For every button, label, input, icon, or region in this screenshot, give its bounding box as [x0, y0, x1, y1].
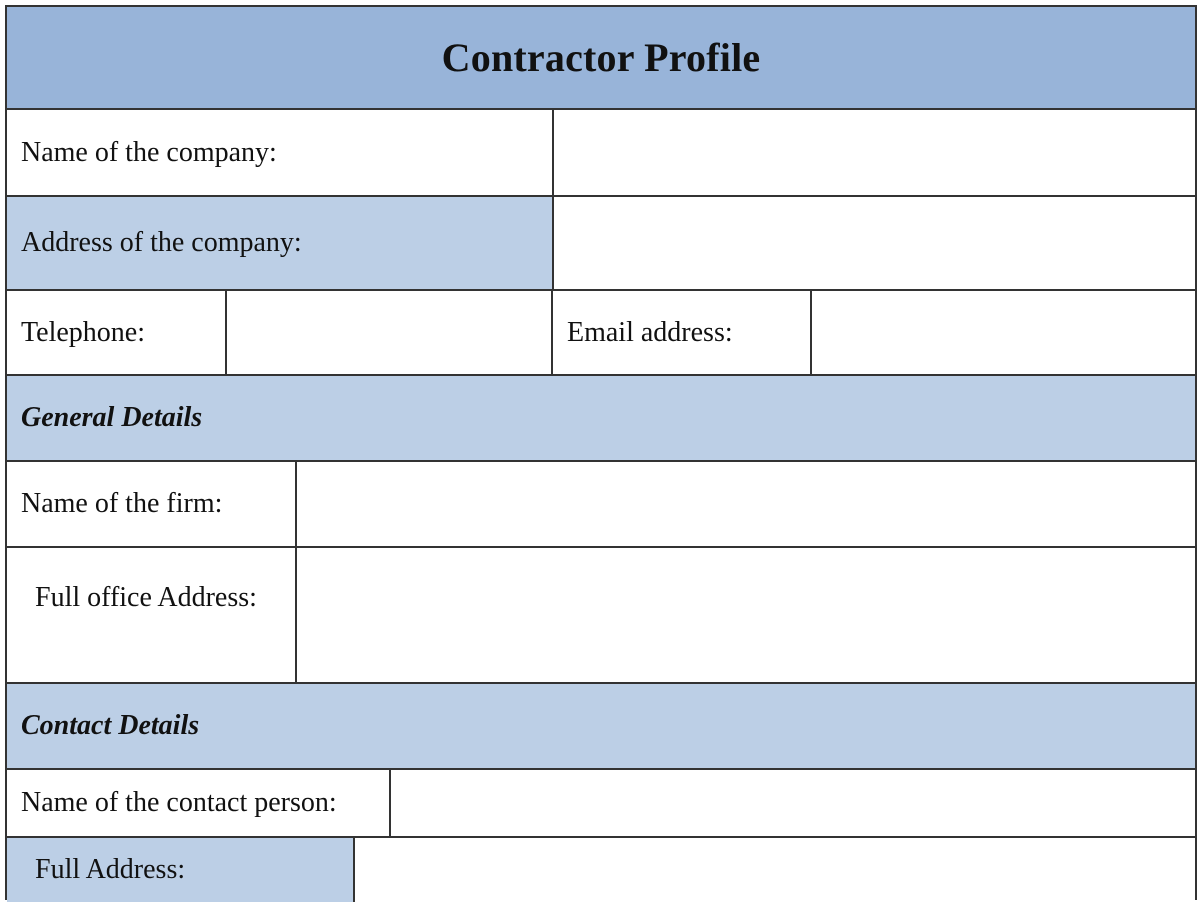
- firm-name-field[interactable]: [297, 462, 1195, 546]
- company-name-field[interactable]: [554, 110, 1195, 195]
- company-name-label-cell: [7, 110, 552, 195]
- divider: [552, 110, 554, 195]
- full-address-label: Full Address:: [35, 854, 186, 885]
- form-title: Contractor Profile: [441, 35, 761, 80]
- office-address-label: Full office Address:: [35, 582, 257, 613]
- contact-person-field[interactable]: [391, 770, 1195, 836]
- general-details-heading: General Details: [21, 402, 203, 433]
- contact-details-section: [7, 684, 1195, 768]
- email-label-cell: [553, 291, 810, 374]
- divider: [552, 197, 554, 289]
- telephone-label-cell: [7, 291, 225, 374]
- email-field[interactable]: [812, 291, 1195, 374]
- full-address-field[interactable]: [355, 838, 1195, 902]
- office-address-label-cell: [7, 548, 295, 682]
- firm-name-label-cell: [7, 462, 295, 546]
- general-details-section: [7, 376, 1195, 460]
- company-name-label: Name of the company:: [21, 136, 277, 168]
- contact-details-heading: Contact Details: [21, 710, 200, 741]
- telephone-field[interactable]: [227, 291, 551, 374]
- office-address-field[interactable]: [297, 548, 1195, 682]
- form-title-bar: [7, 7, 1195, 110]
- contractor-profile-form: [5, 5, 1197, 900]
- company-address-field[interactable]: [554, 197, 1195, 289]
- full-address-label-cell: [7, 838, 353, 902]
- telephone-label: Telephone:: [21, 316, 145, 348]
- company-address-label-cell: [7, 197, 552, 289]
- company-address-label: Address of the company:: [21, 227, 302, 258]
- firm-name-label: Name of the firm:: [21, 488, 223, 519]
- email-label: Email address:: [567, 316, 733, 348]
- contact-person-label: Name of the contact person:: [21, 787, 337, 818]
- contact-person-label-cell: [7, 770, 389, 836]
